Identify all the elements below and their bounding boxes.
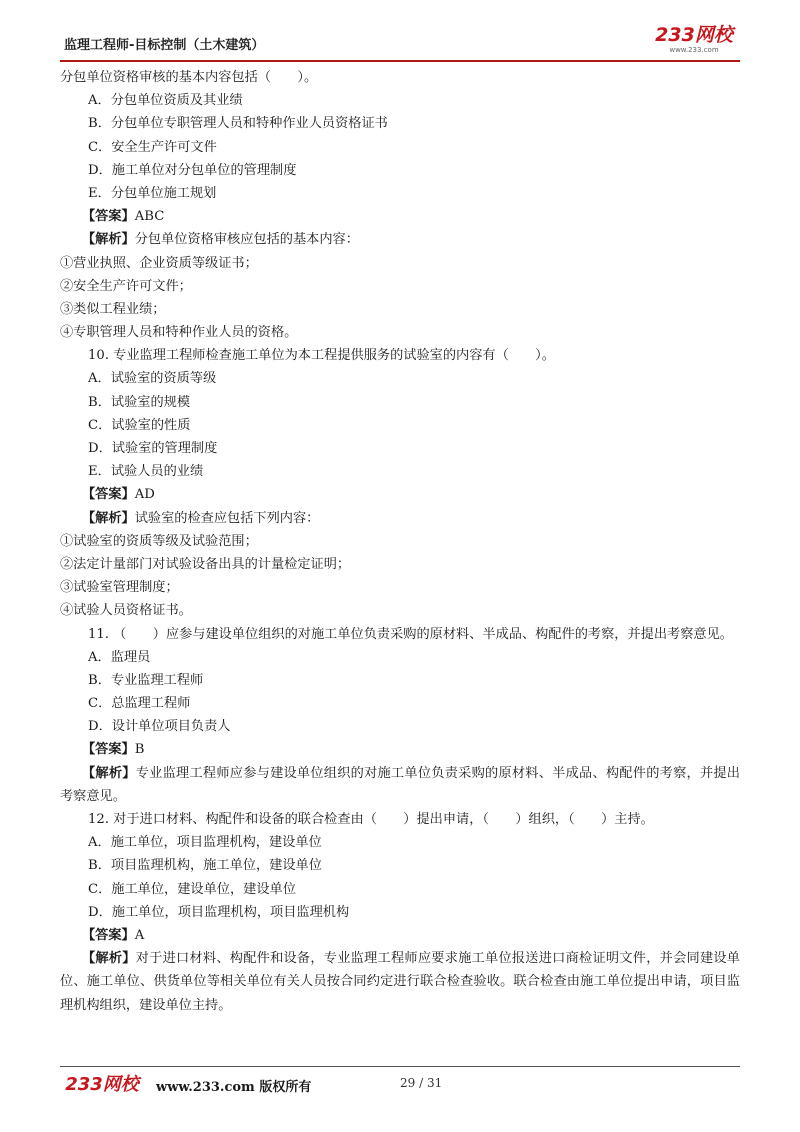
answer-option: C．总监理工程师 [88,696,191,712]
text-line: ②安全生产许可文件； [60,278,192,294]
answer-option: A．施工单位，项目监理机构，建设单位 [88,835,322,851]
answer-line [60,205,740,228]
page-footer [60,1068,740,1098]
page-header [60,20,740,60]
logo-text: 233网校 [655,24,733,46]
text-line: ③类似工程业绩； [60,301,166,317]
line-text: AD [134,487,155,503]
answer-option: D．施工单位，项目监理机构，项目监理机构 [88,904,350,920]
page-number: 29 / 31 [400,1076,443,1090]
answer-option: A．监理员 [88,649,151,665]
line-text: ABC [134,209,165,225]
line-text: B [134,742,145,758]
footer-copyright: www.233.com 版权所有 [156,1080,312,1095]
text-line: 分包单位资格审核的基本内容包括（ ）。 [60,70,318,85]
line-label: 【解析】 [82,765,136,781]
footer-logo-text: 233网校 [65,1074,139,1095]
text-line: ③试验室管理制度； [60,580,179,596]
answer-option: B．专业监理工程师 [88,672,204,688]
line-label: 【解析】 [82,951,136,967]
answer-line [60,483,740,506]
answer-option: B．分包单位专职管理人员和特种作业人员资格证书 [88,116,388,132]
explanation-line [60,947,740,1017]
text-line: ④专职管理人员和特种作业人员的资格。 [60,325,298,341]
answer-option: B．试验室的规模 [88,394,191,410]
explanation-line [60,228,740,251]
line-text: 试验室的检查应包括下列内容： [134,510,320,526]
footer-divider [60,1066,740,1067]
answer-option: D．试验室的管理制度 [88,441,218,456]
text-line: ④试验人员资格证书。 [60,603,192,619]
explanation-line [60,507,740,530]
line-label: 【答案】 [82,927,135,943]
question-stem: 10. 专业监理工程师检查施工单位为本工程提供服务的试验室的内容有（ ）。 [88,348,555,364]
answer-option: C．试验室的性质 [88,417,191,433]
explanation-line [60,762,740,808]
line-label: 【解析】 [82,232,135,248]
line-text: 对于进口材料、构配件和设备，专业监理工程师应要求施工单位报送进口商检证明文件，并会同建设单位、施工单位、供货单位等相关单位有关人员按合同约定进行联合检查验收。联合检查由施工单位提出申请，项目监理机构组织，建设单位主持。 [60,951,740,1013]
line-label: 【解析】 [82,510,135,526]
answer-line [60,738,740,761]
document-body [60,66,740,1017]
question-stem: 12. 对于进口材料、构配件和设备的联合检查由（ ）提出申请，（ ）组织，（ ）主持。 [88,812,654,828]
line-text: 分包单位资格审核应包括的基本内容： [134,232,359,248]
question-stem: 11. （ ）应参与建设单位组织的对施工单位负责采购的原材料、半成品、构配件的考察，并提出考察意见。 [88,626,733,642]
header-divider [60,60,740,62]
line-label: 【答案】 [82,209,135,225]
line-label: 【答案】 [82,742,135,758]
answer-option: D．施工单位对分包单位的管理制度 [88,162,297,178]
answer-option: A．试验室的资质等级 [88,371,217,387]
answer-option: C．安全生产许可文件 [88,139,217,155]
answer-option: C．施工单位，建设单位，建设单位 [88,881,296,897]
document-title: 监理工程师-目标控制（土木建筑） [64,38,265,53]
line-text: 专业监理工程师应参与建设单位组织的对施工单位负责采购的原材料、半成品、构配件的考察，并提出考察意见。 [60,765,740,804]
brand-logo [648,20,740,56]
logo-subtext: www.233.com [669,46,719,54]
line-label: 【答案】 [82,487,135,503]
answer-option: A．分包单位资质及其业绩 [88,93,243,109]
answer-option: D．设计单位项目负责人 [88,719,231,735]
text-line: ①试验室的资质等级及试验范围； [60,533,258,549]
text-line: ②法定计量部门对试验设备出具的计量检定证明； [60,556,351,572]
answer-option: E．试验人员的业绩 [88,464,204,480]
answer-option: B．项目监理机构，施工单位，建设单位 [88,858,322,874]
answer-line [60,924,740,947]
footer-brand-logo [60,1070,144,1096]
line-text: A [134,927,145,943]
answer-option: E．分包单位施工规划 [88,185,217,201]
text-line: ①营业执照、企业资质等级证书； [60,255,258,271]
